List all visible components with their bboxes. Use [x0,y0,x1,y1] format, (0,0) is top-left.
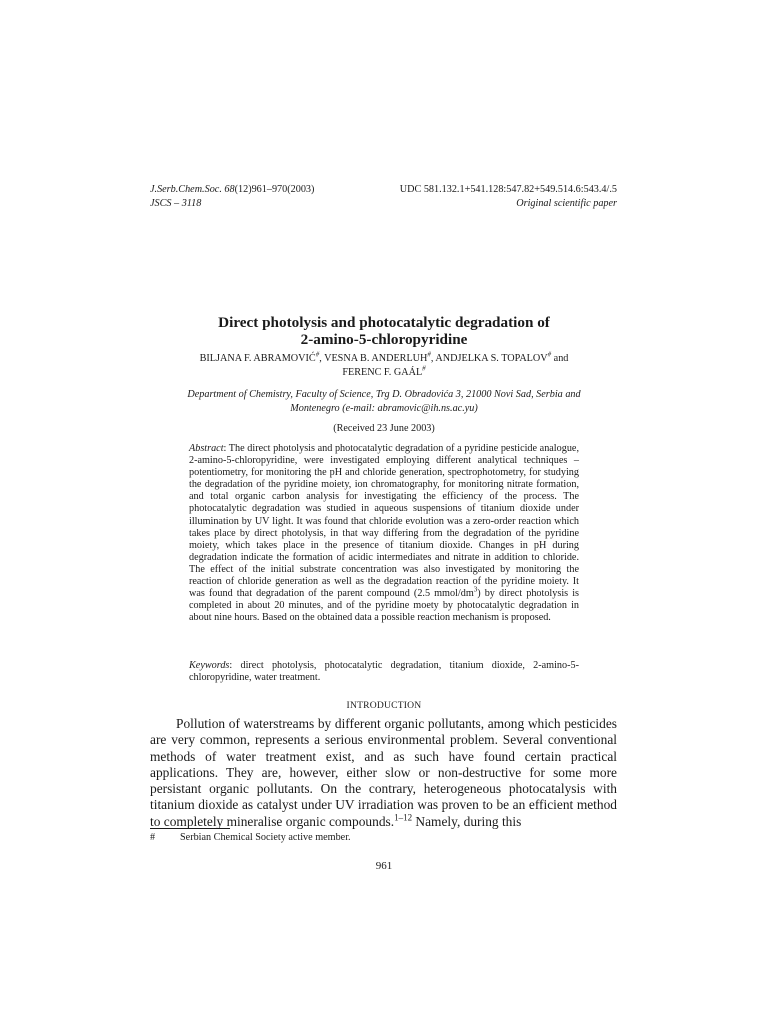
author-list: BILJANA F. ABRAMOVIĆ#, VESNA B. ANDERLUH#, ANDJELKA S. TOPALOV# and FERENC F. GAÁL# [199,350,569,378]
author-3: , ANDJELKA S. TOPALOV [430,353,548,364]
introduction-paragraph: Pollution of waterstreams by different organic pollutants, among which pesticides are very common, represents a serious environmental problem. Several conventional methods of water treatment exist, and as such have found certain practical applications. They are, however, either slow or non-destructive for some more persistant organic pollutants. On the contrary, heterogeneous photocatalysis with titanium dioxide as catalyst under UV irradiation was proven to be an efficient method to completely mineralise organic compounds.$^{1-12}$ Namely, during this [150,716,617,829]
paper-title: Direct photolysis and photocatalytic degradation of 2-amino-5-chloropyridine [218,314,550,348]
received-date: (Received 23 June 2003) [333,423,435,434]
footnote: # Serbian Chemical Society active member. [150,832,351,843]
journal-header-left [150,183,314,210]
journal-code: JSCS – 3118 [150,197,202,209]
author-2: , VESNA B. ANDERLUH [319,353,428,364]
journal-header-right [400,183,617,210]
keywords-label: Keywords [189,660,230,671]
abstract: Abstract: The direct photolysis and photocatalytic degradation of a pyridine pesticide analogue, 2-amino-5-chloropyridine, were investigated employing different analytical techniques – potentiometry, for monitoring the pH and chloride generation, spectrophotometry, for studying the degradation of the pyridine moiety, ion chromatography, for monitoring nitrate formation, and total organic carbon analysis for investigating the efficiency of the process. The photocatalytic degradation was studied in aqueous suspensions of titanium dioxide under illumination by UV light. It was found that chloride evolution was a zero-order reaction which takes place by direct photolysis, in that way differing from the degradation of the pyridine moiety, which takes place in the presence of titanium dioxide. Changes in pH during degradation indicate the formation of acidic intermediates and nitrate in addition to chloride. The effect of the initial substrate concentration was also investigated by monitoring the reaction of chloride generation as well as the degradation reaction of the pyridine moiety. It was found that degradation of the parent compound (2.5 mmol/$dm^3$) by direct photolysis is completed in about 20 minutes, and of the pyridine moety by photocatalytic degradation in about nine hours. Based on the obtained data a possible reaction mechanism is proposed. [189,443,579,624]
affiliation: Department of Chemistry, Faculty of Science, Trg D. Obradovića 3, 21000 Novi Sad, Serbia and Montenegro (e-mail: abramovic@ih.ns.ac.yu) [187,389,581,414]
section-heading-introduction: INTRODUCTION [346,700,422,711]
author-4: FERENC F. GAÁL [342,366,423,378]
citation-reference: 1–12 [394,812,413,823]
abstract-label: Abstract [189,443,224,454]
page-number: 961 [375,860,393,872]
author-1: BILJANA F. ABRAMOVIĆ [199,353,316,364]
udc-code: UDC 581.132.1+541.128:547.82+549.514.6:543.4/.5 [399,184,617,195]
paper-type: Original scientific paper [516,197,617,209]
journal-citation: J.Serb.Chem.Soc. 68(12)961–970(2003) [150,184,315,195]
keywords: Keywords: direct photolysis, photocatalytic degradation, titanium dioxide, 2-amino-5-chloropyridine, water treatment. [189,660,579,684]
footnote-divider [150,828,230,829]
